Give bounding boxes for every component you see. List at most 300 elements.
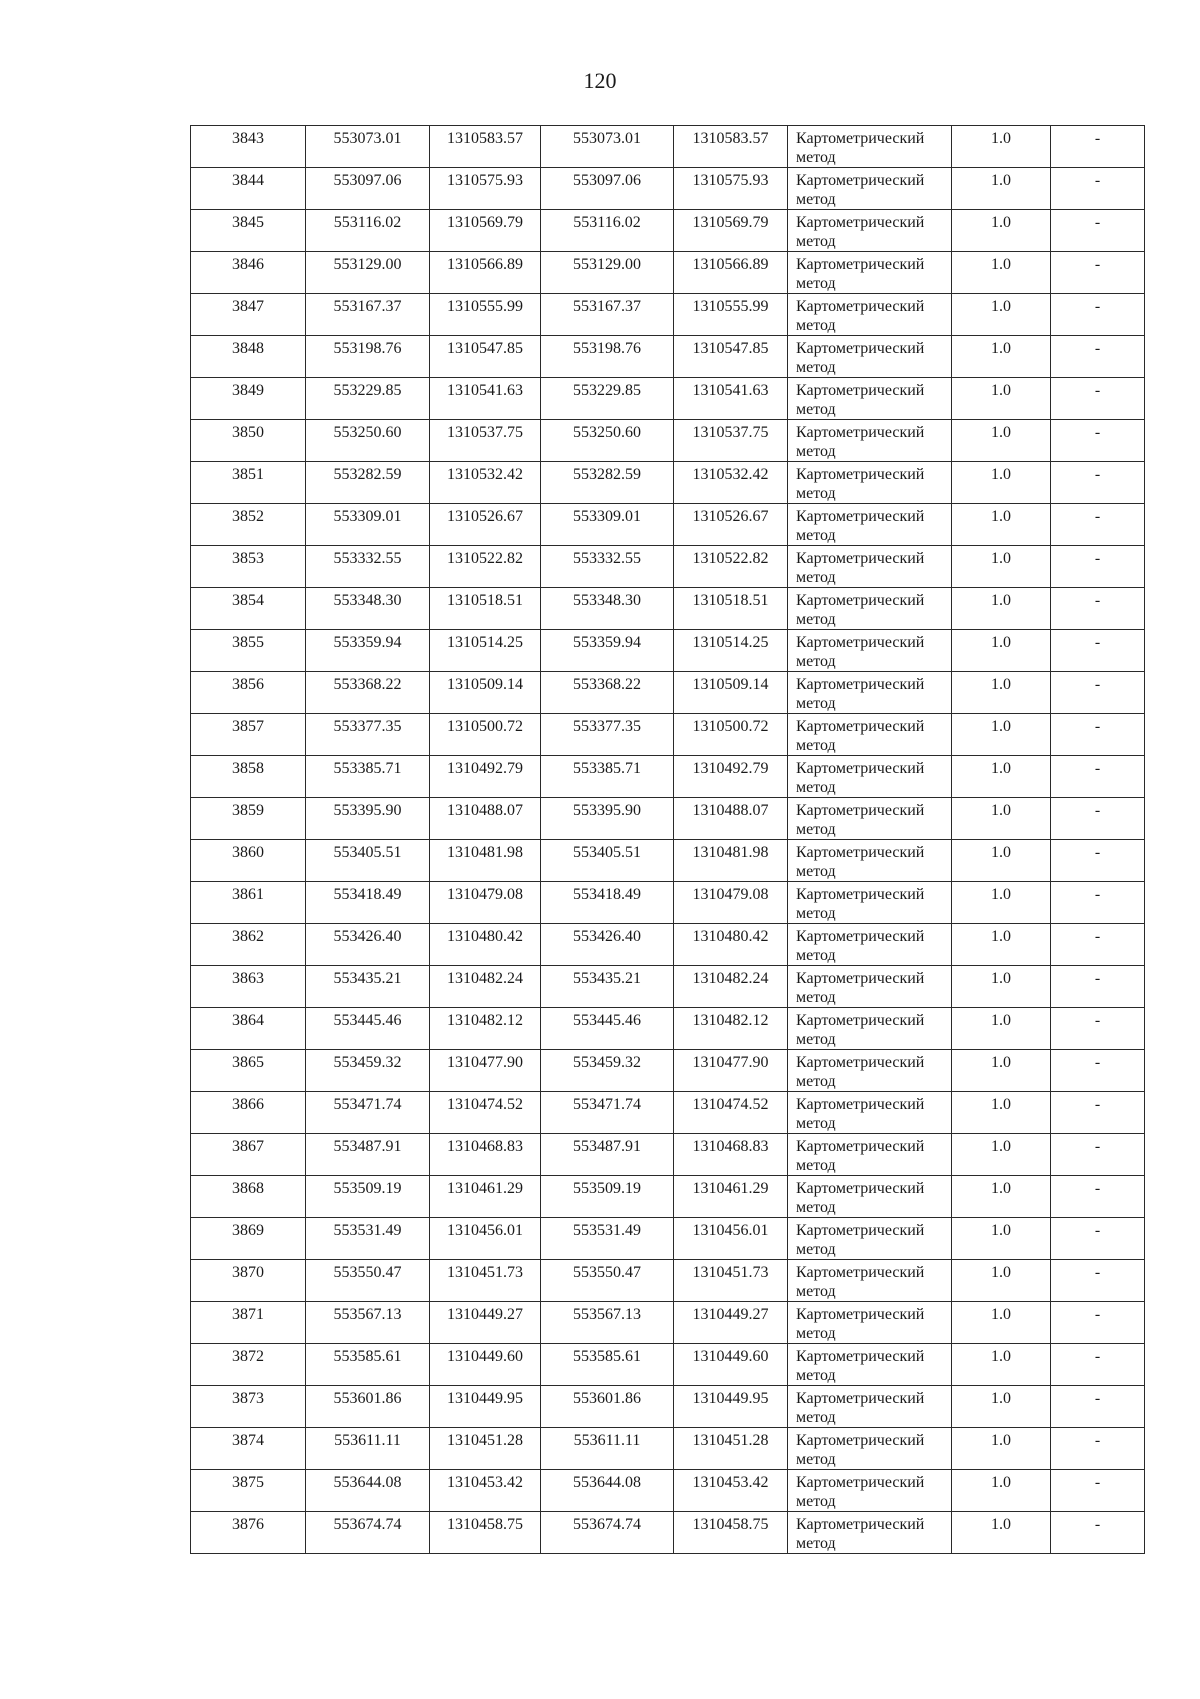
y-coordinate-new-cell: 1310569.79 [674,210,788,252]
x-coordinate-cell: 553377.35 [306,714,430,756]
x-coordinate-new-cell: 553487.91 [541,1134,674,1176]
y-coordinate-new-cell: 1310458.75 [674,1512,788,1554]
point-number-cell: 3845 [191,210,306,252]
method-text: метод [796,779,836,796]
method-text: метод [796,485,836,502]
method-text: Картометрический [796,802,925,819]
y-coordinate-new-cell: 1310547.85 [674,336,788,378]
accuracy-cell: 1.0 [952,168,1051,210]
method-text: Картометрический [796,256,925,273]
method-text: Картометрический [796,214,925,231]
x-coordinate-cell: 553229.85 [306,378,430,420]
y-coordinate-new-cell: 1310575.93 [674,168,788,210]
method-text: метод [796,401,836,418]
x-coordinate-cell: 553332.55 [306,546,430,588]
method-text: Картометрический [796,172,925,189]
method-cell [788,1344,952,1386]
page-number: 120 [583,68,617,93]
x-coordinate-new-cell: 553129.00 [541,252,674,294]
y-coordinate-new-cell: 1310555.99 [674,294,788,336]
y-coordinate-new-cell: 1310583.57 [674,126,788,168]
point-number-cell: 3854 [191,588,306,630]
point-number-cell: 3848 [191,336,306,378]
point-number-cell: 3861 [191,882,306,924]
y-coordinate-new-cell: 1310526.67 [674,504,788,546]
x-coordinate-new-cell: 553418.49 [541,882,674,924]
x-coordinate-cell: 553567.13 [306,1302,430,1344]
accuracy-cell: 1.0 [952,1470,1051,1512]
y-coordinate-cell: 1310474.52 [430,1092,541,1134]
table-row [191,840,1145,882]
accuracy-cell: 1.0 [952,798,1051,840]
y-coordinate-new-cell: 1310468.83 [674,1134,788,1176]
coordinates-table [190,125,1145,1554]
method-text: Картометрический [796,1012,925,1029]
note-cell: - [1051,420,1145,462]
y-coordinate-cell: 1310537.75 [430,420,541,462]
x-coordinate-new-cell: 553509.19 [541,1176,674,1218]
y-coordinate-cell: 1310451.73 [430,1260,541,1302]
accuracy-cell: 1.0 [952,210,1051,252]
x-coordinate-new-cell: 553385.71 [541,756,674,798]
note-cell: - [1051,210,1145,252]
x-coordinate-cell: 553418.49 [306,882,430,924]
method-text: Картометрический [796,1474,925,1491]
accuracy-cell: 1.0 [952,924,1051,966]
method-text: метод [796,191,836,208]
table-row [191,798,1145,840]
x-coordinate-new-cell: 553167.37 [541,294,674,336]
y-coordinate-new-cell: 1310477.90 [674,1050,788,1092]
point-number-cell: 3856 [191,672,306,714]
method-text: метод [796,1451,836,1468]
x-coordinate-cell: 553509.19 [306,1176,430,1218]
y-coordinate-cell: 1310453.42 [430,1470,541,1512]
y-coordinate-cell: 1310456.01 [430,1218,541,1260]
accuracy-cell: 1.0 [952,378,1051,420]
y-coordinate-cell: 1310477.90 [430,1050,541,1092]
method-cell [788,1470,952,1512]
note-cell: - [1051,1260,1145,1302]
x-coordinate-cell: 553445.46 [306,1008,430,1050]
method-text: метод [796,1409,836,1426]
point-number-cell: 3863 [191,966,306,1008]
point-number-cell: 3852 [191,504,306,546]
y-coordinate-cell: 1310451.28 [430,1428,541,1470]
x-coordinate-cell: 553405.51 [306,840,430,882]
y-coordinate-cell: 1310480.42 [430,924,541,966]
y-coordinate-cell: 1310566.89 [430,252,541,294]
method-text: метод [796,1199,836,1216]
x-coordinate-new-cell: 553405.51 [541,840,674,882]
note-cell: - [1051,1386,1145,1428]
note-cell: - [1051,252,1145,294]
x-coordinate-new-cell: 553348.30 [541,588,674,630]
method-text: метод [796,1241,836,1258]
table-row [191,756,1145,798]
y-coordinate-new-cell: 1310537.75 [674,420,788,462]
table-row [191,252,1145,294]
note-cell: - [1051,630,1145,672]
x-coordinate-cell: 553674.74 [306,1512,430,1554]
point-number-cell: 3857 [191,714,306,756]
table-row [191,1050,1145,1092]
x-coordinate-cell: 553395.90 [306,798,430,840]
x-coordinate-cell: 553471.74 [306,1092,430,1134]
y-coordinate-cell: 1310555.99 [430,294,541,336]
method-text: Картометрический [796,508,925,525]
y-coordinate-cell: 1310488.07 [430,798,541,840]
method-text: метод [796,947,836,964]
x-coordinate-cell: 553116.02 [306,210,430,252]
y-coordinate-new-cell: 1310449.95 [674,1386,788,1428]
x-coordinate-cell: 553435.21 [306,966,430,1008]
method-cell [788,1176,952,1218]
point-number-cell: 3876 [191,1512,306,1554]
method-text: Картометрический [796,1138,925,1155]
y-coordinate-cell: 1310481.98 [430,840,541,882]
note-cell: - [1051,336,1145,378]
x-coordinate-cell: 553611.11 [306,1428,430,1470]
point-number-cell: 3873 [191,1386,306,1428]
note-cell: - [1051,462,1145,504]
table-row [191,924,1145,966]
x-coordinate-new-cell: 553601.86 [541,1386,674,1428]
method-cell [788,252,952,294]
table-row [191,1512,1145,1554]
note-cell: - [1051,1218,1145,1260]
note-cell: - [1051,1470,1145,1512]
point-number-cell: 3871 [191,1302,306,1344]
method-cell [788,1302,952,1344]
method-text: Картометрический [796,382,925,399]
accuracy-cell: 1.0 [952,1512,1051,1554]
method-cell [788,1260,952,1302]
x-coordinate-cell: 553167.37 [306,294,430,336]
note-cell: - [1051,756,1145,798]
note-cell: - [1051,1428,1145,1470]
x-coordinate-new-cell: 553309.01 [541,504,674,546]
method-cell [788,840,952,882]
table-row [191,336,1145,378]
method-text: метод [796,611,836,628]
accuracy-cell: 1.0 [952,252,1051,294]
y-coordinate-cell: 1310449.60 [430,1344,541,1386]
method-text: Картометрический [796,634,925,651]
accuracy-cell: 1.0 [952,1176,1051,1218]
y-coordinate-cell: 1310514.25 [430,630,541,672]
y-coordinate-new-cell: 1310461.29 [674,1176,788,1218]
method-cell [788,462,952,504]
note-cell: - [1051,714,1145,756]
method-text: метод [796,695,836,712]
y-coordinate-cell: 1310458.75 [430,1512,541,1554]
y-coordinate-cell: 1310500.72 [430,714,541,756]
y-coordinate-cell: 1310547.85 [430,336,541,378]
table-row [191,504,1145,546]
y-coordinate-new-cell: 1310488.07 [674,798,788,840]
note-cell: - [1051,924,1145,966]
method-text: метод [796,653,836,670]
y-coordinate-cell: 1310449.95 [430,1386,541,1428]
method-text: метод [796,1157,836,1174]
accuracy-cell: 1.0 [952,336,1051,378]
note-cell: - [1051,672,1145,714]
method-text: метод [796,1073,836,1090]
method-text: Картометрический [796,550,925,567]
x-coordinate-new-cell: 553611.11 [541,1428,674,1470]
x-coordinate-new-cell: 553116.02 [541,210,674,252]
method-text: метод [796,1535,836,1552]
table-row [191,630,1145,672]
x-coordinate-new-cell: 553426.40 [541,924,674,966]
method-text: Картометрический [796,718,925,735]
x-coordinate-cell: 553348.30 [306,588,430,630]
x-coordinate-new-cell: 553550.47 [541,1260,674,1302]
method-cell [788,378,952,420]
table-row [191,1386,1145,1428]
note-cell: - [1051,1008,1145,1050]
point-number-cell: 3864 [191,1008,306,1050]
method-text: Картометрический [796,1096,925,1113]
x-coordinate-new-cell: 553644.08 [541,1470,674,1512]
method-cell [788,588,952,630]
x-coordinate-new-cell: 553097.06 [541,168,674,210]
method-cell [788,1218,952,1260]
y-coordinate-new-cell: 1310541.63 [674,378,788,420]
point-number-cell: 3855 [191,630,306,672]
method-cell [788,336,952,378]
y-coordinate-cell: 1310526.67 [430,504,541,546]
y-coordinate-cell: 1310518.51 [430,588,541,630]
point-number-cell: 3860 [191,840,306,882]
note-cell: - [1051,588,1145,630]
point-number-cell: 3862 [191,924,306,966]
y-coordinate-cell: 1310541.63 [430,378,541,420]
point-number-cell: 3858 [191,756,306,798]
method-cell [788,420,952,462]
accuracy-cell: 1.0 [952,840,1051,882]
method-text: Картометрический [796,886,925,903]
x-coordinate-cell: 553601.86 [306,1386,430,1428]
note-cell: - [1051,504,1145,546]
method-cell [788,546,952,588]
accuracy-cell: 1.0 [952,966,1051,1008]
method-cell [788,210,952,252]
method-text: метод [796,1283,836,1300]
y-coordinate-new-cell: 1310474.52 [674,1092,788,1134]
method-cell [788,1428,952,1470]
x-coordinate-cell: 553073.01 [306,126,430,168]
method-text: метод [796,443,836,460]
y-coordinate-cell: 1310522.82 [430,546,541,588]
point-number-cell: 3853 [191,546,306,588]
y-coordinate-new-cell: 1310451.73 [674,1260,788,1302]
point-number-cell: 3868 [191,1176,306,1218]
x-coordinate-cell: 553282.59 [306,462,430,504]
x-coordinate-cell: 553531.49 [306,1218,430,1260]
y-coordinate-new-cell: 1310481.98 [674,840,788,882]
note-cell: - [1051,882,1145,924]
method-text: Картометрический [796,928,925,945]
x-coordinate-cell: 553459.32 [306,1050,430,1092]
method-text: Картометрический [796,340,925,357]
method-cell [788,882,952,924]
note-cell: - [1051,1512,1145,1554]
table-row [191,378,1145,420]
point-number-cell: 3851 [191,462,306,504]
table-row [191,882,1145,924]
y-coordinate-new-cell: 1310518.51 [674,588,788,630]
y-coordinate-cell: 1310509.14 [430,672,541,714]
method-text: Картометрический [796,1348,925,1365]
x-coordinate-cell: 553426.40 [306,924,430,966]
x-coordinate-new-cell: 553435.21 [541,966,674,1008]
point-number-cell: 3850 [191,420,306,462]
method-text: Картометрический [796,1264,925,1281]
point-number-cell: 3875 [191,1470,306,1512]
method-text: Картометрический [796,466,925,483]
x-coordinate-new-cell: 553250.60 [541,420,674,462]
y-coordinate-new-cell: 1310532.42 [674,462,788,504]
table-row [191,210,1145,252]
accuracy-cell: 1.0 [952,672,1051,714]
x-coordinate-cell: 553097.06 [306,168,430,210]
note-cell: - [1051,840,1145,882]
x-coordinate-cell: 553550.47 [306,1260,430,1302]
table-row [191,1134,1145,1176]
accuracy-cell: 1.0 [952,1218,1051,1260]
method-text: метод [796,1367,836,1384]
x-coordinate-new-cell: 553567.13 [541,1302,674,1344]
y-coordinate-new-cell: 1310480.42 [674,924,788,966]
method-text: Картометрический [796,1432,925,1449]
note-cell: - [1051,798,1145,840]
method-text: метод [796,233,836,250]
accuracy-cell: 1.0 [952,504,1051,546]
table-row [191,1428,1145,1470]
point-number-cell: 3844 [191,168,306,210]
table-row [191,1092,1145,1134]
table-row [191,168,1145,210]
point-number-cell: 3859 [191,798,306,840]
x-coordinate-new-cell: 553531.49 [541,1218,674,1260]
point-number-cell: 3874 [191,1428,306,1470]
y-coordinate-cell: 1310569.79 [430,210,541,252]
point-number-cell: 3867 [191,1134,306,1176]
y-coordinate-new-cell: 1310482.24 [674,966,788,1008]
method-text: метод [796,863,836,880]
y-coordinate-new-cell: 1310456.01 [674,1218,788,1260]
point-number-cell: 3870 [191,1260,306,1302]
accuracy-cell: 1.0 [952,1428,1051,1470]
method-text: метод [796,149,836,166]
method-text: Картометрический [796,130,925,147]
accuracy-cell: 1.0 [952,630,1051,672]
method-text: метод [796,1031,836,1048]
table-row [191,462,1145,504]
note-cell: - [1051,378,1145,420]
method-cell [788,756,952,798]
note-cell: - [1051,546,1145,588]
point-number-cell: 3866 [191,1092,306,1134]
x-coordinate-cell: 553198.76 [306,336,430,378]
table-row [191,546,1145,588]
method-text: Картометрический [796,676,925,693]
table-row [191,714,1145,756]
accuracy-cell: 1.0 [952,756,1051,798]
method-cell [788,630,952,672]
y-coordinate-new-cell: 1310449.27 [674,1302,788,1344]
method-text: Картометрический [796,424,925,441]
y-coordinate-new-cell: 1310509.14 [674,672,788,714]
method-cell [788,126,952,168]
note-cell: - [1051,126,1145,168]
method-text: метод [796,317,836,334]
point-number-cell: 3872 [191,1344,306,1386]
x-coordinate-cell: 553359.94 [306,630,430,672]
y-coordinate-cell: 1310492.79 [430,756,541,798]
x-coordinate-new-cell: 553368.22 [541,672,674,714]
note-cell: - [1051,966,1145,1008]
table-row [191,966,1145,1008]
method-text: метод [796,1325,836,1342]
method-text: Картометрический [796,970,925,987]
method-text: метод [796,1115,836,1132]
method-cell [788,1386,952,1428]
x-coordinate-new-cell: 553282.59 [541,462,674,504]
accuracy-cell: 1.0 [952,1344,1051,1386]
x-coordinate-new-cell: 553073.01 [541,126,674,168]
method-text: метод [796,737,836,754]
x-coordinate-cell: 553385.71 [306,756,430,798]
method-text: Картометрический [796,1180,925,1197]
method-text: метод [796,527,836,544]
method-text: метод [796,821,836,838]
table-row [191,672,1145,714]
method-cell [788,1512,952,1554]
x-coordinate-cell: 553250.60 [306,420,430,462]
accuracy-cell: 1.0 [952,126,1051,168]
y-coordinate-cell: 1310449.27 [430,1302,541,1344]
method-text: Картометрический [796,1390,925,1407]
x-coordinate-new-cell: 553377.35 [541,714,674,756]
table-row [191,126,1145,168]
method-cell [788,504,952,546]
method-text: Картометрический [796,298,925,315]
method-text: Картометрический [796,592,925,609]
x-coordinate-new-cell: 553332.55 [541,546,674,588]
table-row [191,420,1145,462]
accuracy-cell: 1.0 [952,1134,1051,1176]
accuracy-cell: 1.0 [952,1386,1051,1428]
x-coordinate-new-cell: 553198.76 [541,336,674,378]
x-coordinate-new-cell: 553674.74 [541,1512,674,1554]
method-cell [788,1050,952,1092]
x-coordinate-cell: 553585.61 [306,1344,430,1386]
point-number-cell: 3843 [191,126,306,168]
x-coordinate-new-cell: 553471.74 [541,1092,674,1134]
accuracy-cell: 1.0 [952,294,1051,336]
x-coordinate-cell: 553644.08 [306,1470,430,1512]
table-row [191,1260,1145,1302]
point-number-cell: 3846 [191,252,306,294]
note-cell: - [1051,294,1145,336]
accuracy-cell: 1.0 [952,1092,1051,1134]
method-text: метод [796,905,836,922]
accuracy-cell: 1.0 [952,714,1051,756]
x-coordinate-new-cell: 553445.46 [541,1008,674,1050]
